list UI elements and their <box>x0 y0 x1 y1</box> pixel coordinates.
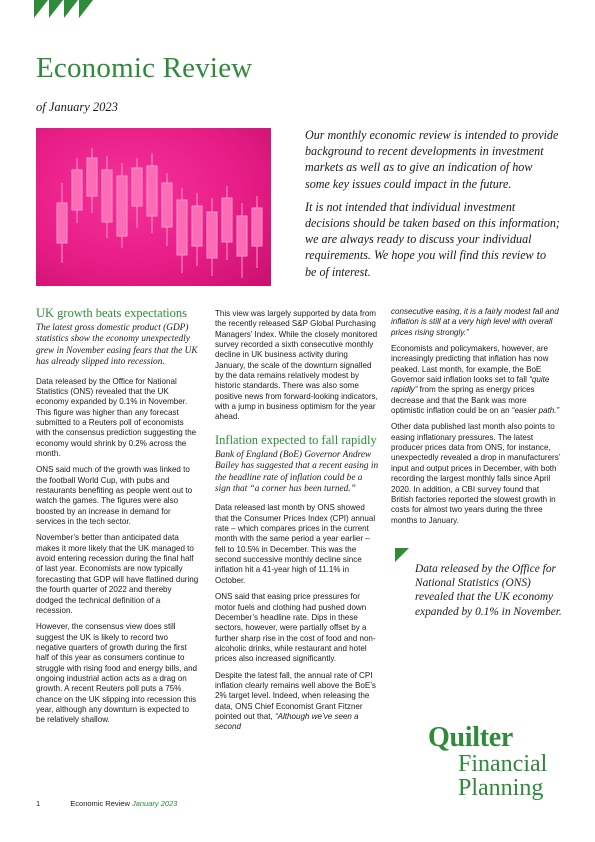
body-paragraph: ONS said that easing price pressures for motor fuels and clothing had pushed down December’s headline rate. Dips in these sectors, however, were partially offset by a further sharp rise in the cost of food and non-alcoholic drinks, while restaurant and hotel prices also increased significantly. <box>215 592 376 664</box>
section-heading: UK growth beats expectations <box>36 306 188 320</box>
body-paragraph <box>391 344 561 416</box>
logo-word: Planning <box>458 775 544 801</box>
column-2 <box>215 309 380 739</box>
quote-text: “Although we’ve seen a second <box>215 711 359 732</box>
body-text: from the spring as energy prices decrease and that the Bank was more optimistic inflation could be on an <box>391 385 535 416</box>
logo-word: Financial <box>458 751 548 777</box>
intro-paragraph: It is not intended that individual investment decisions should be taken based on this information; we are always ready to discuss your individual requirements. We hope you will find this review to be of interest. <box>305 199 560 279</box>
column-1 <box>36 306 199 732</box>
footer-publication: Economic Review <box>70 799 130 808</box>
issue-date: of January 2023 <box>36 100 118 114</box>
body-paragraph: However, the consensus view does still suggest the UK is likely to record two negative quarters of growth during the first half of this year as consumers continue to struggle with rising food and energy bills, and ongoing industrial action acts as a drag on growth. A recent Reuters poll puts a 75% chance on the UK slipping into recession this year, although any downturn is expected to be relatively shallow. <box>36 622 198 725</box>
column-3 <box>391 307 561 532</box>
footer-issue: January 2023 <box>131 799 178 808</box>
quote-text: “quite rapidly” <box>391 375 550 395</box>
intro-text <box>305 127 560 287</box>
quote-text: “easier path.” <box>511 406 560 416</box>
section-lede: The latest gross domestic product (GDP) statistics show the economy unexpectedly grew in November easing fears that the UK has already slipped into recession. <box>36 323 198 368</box>
body-paragraph: Data released last month by ONS showed that the Consumer Prices Index (CPI) annual rate – which compares prices in the current month with the same period a year earlier – fell to 10.5% in December. This was the second successive monthly decline since inflation hit a 41-year high of 11.1% in October. <box>215 503 376 585</box>
section-lede: Bank of England (BoE) Governor Andrew Bailey has suggested that a recent easing in the headline rate of inflation could be a sign that “a corner has been turned.” <box>215 449 379 494</box>
body-paragraph: Other data published last month also points to easing inflationary pressures. The latest producer prices data from ONS, for instance, unexpectedly revealed a drop in manufacturers’ input and output prices in December, with both recording the largest monthly falls since April 2020. In addition, a CBI survey found that British factories reported the slowest growth in costs for almost two years during the three months to January. <box>391 422 561 525</box>
quote-continuation: consecutive easing, it is a fairly modest fall and inflation is still at a very high level with overall prices rising strongly.” <box>391 307 559 337</box>
body-paragraph <box>215 671 380 733</box>
logo-word: Quilter <box>428 722 513 753</box>
pull-quote-text: Data released by the Office for National Statistics (ONS) revealed that the UK economy expanded by 0.1% in November. <box>415 563 562 618</box>
page-number: 1 <box>36 799 41 808</box>
header-decoration <box>34 0 94 22</box>
body-paragraph: This view was largely supported by data from the recently released S&P Global Purchasing Managers’ Index. While the closely monitored survey recorded a sixth consecutive monthly decline in UK business activity during January, the scale of the downturn signalled by the data remains relatively modest by historic standards. There was also some positive news from forward-looking indicators, with a jump in business optimism for the year ahead. <box>215 309 378 422</box>
page-title: Economic Review <box>36 52 253 84</box>
body-paragraph: Data released by the Office for National Statistics (ONS) revealed that the UK economy expanded by 0.1% in November. This figure was higher than any forecast submitted to a Reuters poll of economists with the consensus prediction suggesting the economy would shrink by 0.2% across the month. <box>36 376 197 459</box>
body-text: Despite the latest fall, the annual rate of CPI inflation clearly remains well above the BoE’s 2% target level. Indeed, when releasing the data, ONS Chief Economist Grant Fitzner pointed out that, <box>215 670 376 721</box>
hero-image <box>36 128 271 286</box>
pull-quote <box>395 548 565 648</box>
body-text: Economists and policymakers, however, are increasingly predicting that inflation has now peaked. Last month, for example, the BoE Governor said inflation looks set to fall <box>391 344 549 385</box>
body-paragraph: ONS said much of the growth was linked to the football World Cup, with pubs and restaurants benefiting as people went out to watch the games. The figures were also boosted by an increase in demand for services in the tech sector. <box>36 465 193 527</box>
corner-triangle-icon <box>395 548 411 564</box>
section-heading: Inflation expected to fall rapidly <box>215 432 377 447</box>
quilter-logo <box>428 724 568 800</box>
intro-paragraph: Our monthly economic review is intended to provide background to recent developments in investment markets as well as to give an indication of how some key issues could impact in the future. <box>305 128 559 191</box>
candlestick-illustration <box>36 128 271 286</box>
body-paragraph: November’s better than anticipated data makes it more likely that the UK managed to avoid entering recession during the final half of last year. Economists are now typically forecasting that GDP will have flatlined during the fourth quarter of 2022 and thereby dodged the technical definition of a recession. <box>36 533 199 615</box>
page-footer <box>36 799 177 808</box>
